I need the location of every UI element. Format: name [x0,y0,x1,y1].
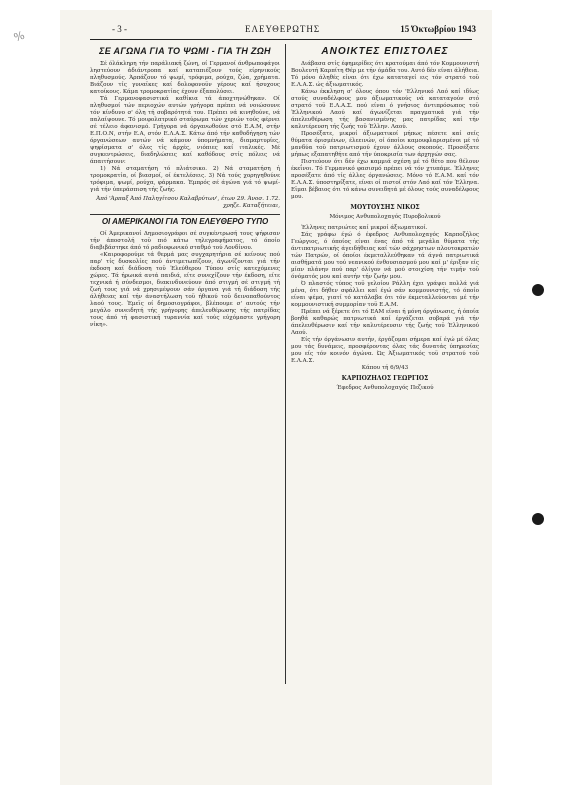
letter-paragraph: Διάβασα στίς έφημερίδες ότι κρατούμαι άπό τόν Κομμουνιστή Βουλευτή Καρπίτη Θέρ με τήν όμάδα του. Αυτό δέν είναι άλήθεια. Τό μόνο άληθές είναι ότι έχω καταταγεί εις τόν στρατό τοϋ Ε.Λ.Α.Σ. ώς άξιωματικός. [291,61,479,88]
letter-paragraph: Κάνω έκκληση σ' όλους όπου τόν 'Ελληνικό Λαό καί ιδίως στούς συναδέλφους μου άξιωματικούς νά καταταγούν στό στρατό τοϋ Ε.Λ.Α.Σ. πού είναι ό γνήσιος άντιπρόσωπος τοϋ Έλληνικού Λαού καί άγωνίζεται πραγματικά γιά τήν άπελευθέρωση τής βασανισμένης μας πατρίδας καί τήν καλυτέρευση τής ζωής τοϋ Έλλην. Λαού. [291,89,479,130]
binder-hole [532,284,544,296]
signature-role: Μόνιμος Ανθυπολοχαγός Πυροβολικού [329,214,441,220]
article-title: ΣΕ ΑΓΩΝΑ ΓΙΑ ΤΟ ΨΩΜΙ - ΓΙΑ ΤΗ ΖΩΗ [99,46,271,56]
signature-role: Έφεδρος Ανθυπολοχαγός Πεζικού [336,385,434,391]
article-paragraph: Οί Άμερικανοί Δημοσιογράφοι σέ συγκέντρωσή τους ψήφισαν τήν άποστολή τοϋ πιό κάτω τηλεγραφήματος, τό όποίο διαβιβάστηκε άπό τό ραδιοφωνικό σταθμό τού Λονδίνου. [90,231,280,251]
letter-paragraph: Προσέξατε, μικροί άξιωματικοί μήπως πέσετε καί σείς θύματα όρισμένων, έλεεινών, οί όποίοι καμουφλαρισμένοι μέ τό μανδύα τοϋ πατριωτισμού έχουν άλλους σκοπούς. Προσέξατε μήπως εξαπατηθήτε από τήν ύποκρισία των άρχηγών σας. [291,131,479,158]
issue-date: 15 Όκτωβρίου 1943 [400,24,476,34]
letter-paragraph: Πρέπει νά ξέρετε ότι τό ΕΑΜ είναι ή μόνη όργάνωσις, ή όποία βοηθά καθαρώς πατριωτικά καί έργάζεται σοβαρά γιά τήν άπελευθέρωσιν καί τήν καλυτέρευσιν τής ζωής τοϋ Έλληνικού Λαού. [291,309,479,336]
header-rule [90,39,472,40]
newspaper-name: ΕΛΕΥΘΕΡΩΤΗΣ [245,24,321,34]
page-header [60,24,492,38]
corner-mark: % [12,28,27,45]
left-column [90,48,280,329]
letter-paragraph: Ό πλαστός τύπος τοϋ γελοίου Ράλλη έχει γράψει πολλά γιά μένα, ότι δήθεν σφάλλει καί έγώ σάν κομμουνιστής, τό όποίο είναι ψέμα, γιατί τό κατάλαβα ότι τόν έκμεταλλεύονται μέ τήν κομμουνιστική συμμορίαν τοϋ Ε.Α.Μ. [291,281,479,308]
letter-signoff: Κάπου τή 6/9/43 [361,365,409,371]
letter-paragraph: Είς τήν όργάνωσιν αυτήν, έργάζομαι σήμερα καί έγώ μέ όλας μου τάς δυνάμεις, προσφέροντας όλας τάς δυνατάς ύπηρεσίας μου είς τόν κοινόν άγώνα. Ώς Άξιωματικός τοϋ στρατού τοϋ Ε.Λ.Α.Σ. [291,337,479,364]
right-column [291,48,479,392]
page-number: - 3 - [112,24,127,34]
article-paragraph: Σέ όλάκληρη τήν παράλιακή ζώνη, οί Γερμανοί άνθρωποφάγοι ληστεύουν άδιάντροπα καί καταπιέζουν τούς είρηνικούς πληθυσμούς. Άρπάζουν τό ψωμί, τρόφιμα, ρούχα, ζώα, χρήματα. Βιάζουν τίς γυναϊκες καί δολοφονοϋν γέρους καί ήσυχους κατοίκους. Κάμα τρομοκρατίας έχουν έξαπολύσει. [90,61,280,95]
signature: ΚΑΡΠΟΖΗΛΟΣ ΓΕΩΡΓΙΟΣ [341,375,429,382]
column-divider [285,44,286,684]
newspaper-page [60,10,492,785]
article-title: ΟΙ ΑΜΕΡΙΚΑΝΟΙ ΓΙΑ ΤΟΝ ΕΛΕΥΘΕΡΟ ΤΥΠΟ [90,214,280,225]
source-note: Άπό 'Άρπαξ Άπό Παληγίτσου Καλαβρύτων', έτων 29. Άνοσ. 1.72. χρηζε. Καταξήτειαι, [96,196,280,209]
letter-paragraph: Πιστεύουν ότι δέν έχω καμμιά σχέση μέ τό θέτο που θέλουν έκεΐνοι. Τό Γερμανικό φασισμό πρέπει νά τόν χτυπάμε. Έλληνες προσέξατε άπό τίς άλλες όργανώσεις. Μόνο τό Ε.Α.Μ. καί τόν Ε.Λ.Α.Σ. ύποστηρίξατε, είναι οί πιστοί στόν Λαό καί τόν Έλληνα. Εϊμαι βέβαιος ότι τό κάνω συνειδητά μέ όλους τούς συναδέλφους μου. [291,159,479,200]
binder-hole [532,513,544,525]
signature: ΜΟΥΤΟΥΣΗΣ ΝΙΚΟΣ [350,204,420,211]
letter-paragraph: Σάς γράφω έγώ ό έφεδρος Ανθυπολοχαγός Καρποζήλος Γεώργιος, ό όποίος είναι ένας άπό τά μεγάλα θύματα τής άντιπατριωτικής άγειδήθειας καί τών σάχρηστων πλουτοκρατών τών Πατρών, οί όποίοι έκμεταλλεύθηκαν τά άγνά πατριωτικά αισθήματά μου τού νεανικού ένθουσιασμού μου καί μ' έριξαν είς μίαν πλάνην πού παρ' όλίγον νά μού στοιχίση τήν τιμήν τοϋ όνόματός μου καί αυτήν τήν ζωήν μου. [291,232,479,280]
letter-paragraph: Έλληνες πατριώτες καί μικροί άξιωματικοί. [301,225,428,231]
article-paragraph: 1) Νά σταματήση τό πλιάτσικο. 2) Νά σταματήση ή τρομοκρατία, οί βιασμοί, οί έκτελέσεις. 3) Νά τούς χορηγηθούνε τρόφιμα, ψωμί, ρούχα, φάρμακα. Έμπρός σέ άγώνα γιά τό ψωμί-γιά τήν ύπεράσπιση τής ζωής. [90,166,280,193]
article-paragraph: «Καιροφορούμε τά θερμά μας συγχαρητήρια σέ κείνους πού παρ' τίς δυσκολίες πού άντιμετωπίζουν, άγωνίζονται γιά τήν έκδοση καί διάδοση τοϋ Έλεύθερου Τύπου στίς κατεχόμενες χώρες. Τά ήρωικά αυτά παιδιά, είτε συνεχίζουν τήν έκδοση, είτε τεχνικά ή σύνδεσμοι, διακινδυνεύουν άπό στιγμή σέ στιγμή τή ζωή τους γιά νά χρησιμέψουν σάν όργανα γιά τή διάδοση τής άλήθειας καί τήν άναστήλωση τοϋ ήθικού τοϋ δεινοπαθούντος λαού τους. Έμεϊς οί δημοσιογράφοι, βλέπουμε σ' αυτούς τήν μεγάλο συνειδητή τής γρήγορης άπελευθέρωσης τής πατρίδας τους άπό τή φασιστική τυραννία καί τούς εύχόμαστε γρήγορη νίκη». [90,252,280,328]
article-paragraph: Τά Γερμανοφασιστικά καθίκια τά άποχτηνώθηκαν. Οί πληθυσμοί τών περιοχών αυτών γρήγορα πρέπει νά νοιώσουνε τόν κίνδυνο σ' όλη τή σοβαρότητά του. Πρέπει νά κινηθούνε, νά παλαίψουνε. Τό μοιφολατρικό σταύρωμα τών χεριών τούς φέρνει σέ τέλειο άφανισμό. Γρήγορα νά όργανωθούνε στό Ε.Α.Μ, στήν Ε.Π.Ο.Ν, στήν Ε.Α, στόν Ε.Λ.Α.Σ. Κάτω άπό τήν καθοδήγηση τών όργανώσεων αυτών νά κάμουν ύπομνήματα, διαμαρτυρίες, ψηφίσματα σ' όλες τίς άρχές, νιόπιες καί ιταλικές. Μέ συγκεντρώσεις, διαδηλώσεις καί καθόδους στίς πόλεις νά άπαιτήσουν: [90,96,280,165]
article-title: ΑΝΟΙΚΤΕΣ ΕΠΙΣΤΟΛΕΣ [321,46,449,57]
